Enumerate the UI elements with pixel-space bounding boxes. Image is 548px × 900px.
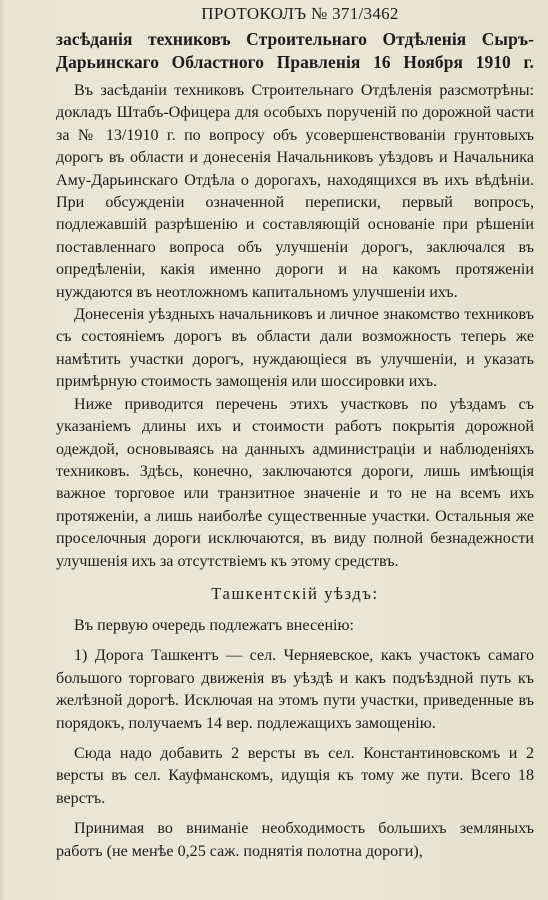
paragraph-5: Сюда надо добавить 2 версты въ сел. Константиновскомъ и 2 версты въ сел. Кауфманскомъ, идущія къ тому же пути. Всего 18 верстъ. xyxy=(56,744,534,807)
paragraph-2: Донесенія уѣздныхъ начальниковъ и личное знакомство техниковъ съ состояніемъ дорогъ въ области дали возможность теперь же намѣтить участки дорогъ, нуждающіеся въ улучшеніи, и указать примѣрную стоимость замощенія или шоссировки ихъ. xyxy=(56,306,534,391)
paragraph-6: Принимая во вниманіе необходимость большихъ земляныхъ работъ (не менѣе 0,25 саж. поднятія полотна дороги), xyxy=(56,820,534,860)
document-title xyxy=(56,28,534,74)
paragraph-3: Ниже приводится перечень этихъ участковъ по уѣздамъ съ указаніемъ длины ихъ и стоимости работъ покрытія дорожной одеждой, основываясь на данныхъ администраціи и наблюденіяхъ техниковъ. Здѣсь, конечно, заключаются дороги, лишь имѣющія важное торговое или транзитное значеніе и то не на всемъ ихъ протяженіи, а лишь наиболѣе существенные участки. Остальныя же проселочныя дороги исключаются, въ виду полной безнадежности улучшенія ихъ за отсутствіемъ къ этому средствъ. xyxy=(56,395,534,570)
spacer xyxy=(56,810,534,818)
section-intro: Въ первую очередь подлежатъ внесенію: xyxy=(74,616,355,634)
section-heading: Ташкентскій уѣздъ: xyxy=(211,583,379,603)
spacer xyxy=(56,735,534,743)
title-line-2: Дарьинскаго Областного Правленія 16 Ноября 1910 г. xyxy=(56,52,534,72)
paragraph-1: Въ засѣданіи техниковъ Строительнаго Отдѣленія разсмотрѣны: докладъ Штабъ-Офицера для особыхъ порученій по дорожной части за № 13/1910 г. по вопросу объ усовершенствованіи грунтовыхъ дорогъ въ области и донесенія Начальниковъ уѣздовъ и Начальника Аму-Дарьинскаго Отдѣла о дорогахъ, находящихся въ ихъ вѣдѣніи. При обсужденіи означенной переписки, первый вопросъ, подлежавшій разрѣшенію и составляющій основаніе при рѣшеніи поставленнаго вопроса объ улучшеніи дорогъ, заключался въ опредѣленіи, какія именно дороги и на какомъ протяженіи нуждаются въ неотложномъ капитальномъ улучшеніи ихъ. xyxy=(56,82,534,301)
title-line-1: засѣданія техниковъ Строительнаго Отдѣленія Сыръ- xyxy=(56,29,534,49)
paragraph-4: 1) Дорога Ташкентъ — сел. Черняевское, какъ участокъ самаго большого торговаго движенія въ уѣздѣ и какъ подъѣздной путь къ желѣзной дорогѣ. Исключая на этомъ пути участки, приведенные въ порядокъ, получаемъ 14 вер. подлежащихъ замощенію. xyxy=(56,647,534,732)
protocol-number: ПРОТОКОЛЪ № 371/3462 xyxy=(201,4,399,23)
